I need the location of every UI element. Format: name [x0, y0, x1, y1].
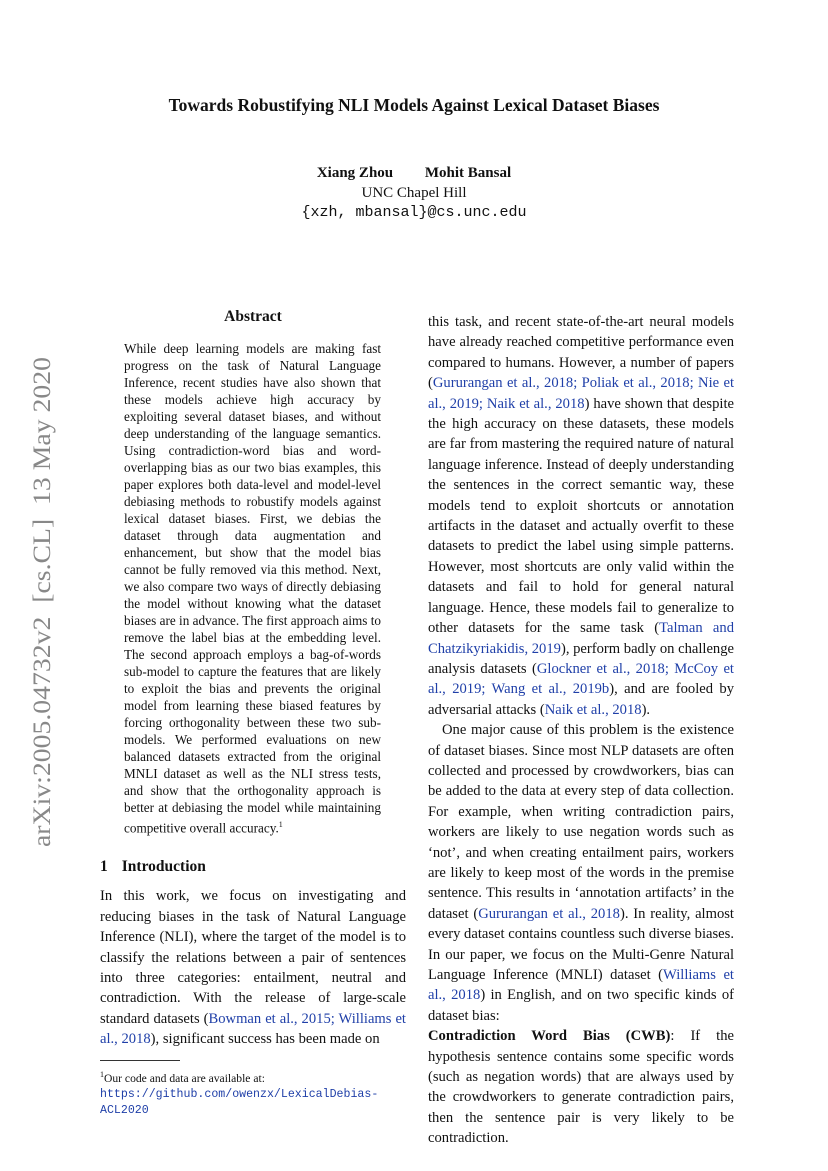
code-url-link[interactable]: https://github.com/owenzx/LexicalDebias-ACL2020: [100, 1087, 379, 1117]
footnote: [100, 1067, 406, 1118]
section-title: Introduction: [121, 858, 206, 876]
bias-term: Contradiction Word Bias (CWB): [428, 1028, 671, 1045]
abstract-heading: Abstract: [224, 308, 282, 325]
paragraph-text: ) in English, and on two specific kinds of dataset bias:: [428, 987, 734, 1024]
footnote-marker: 1: [278, 820, 283, 829]
arxiv-watermark: [22, 355, 62, 850]
intro-paragraph: [100, 886, 406, 1049]
footnote-number: 1: [100, 1069, 104, 1079]
paragraph-text: ).: [641, 701, 651, 718]
citation-link[interactable]: Williams et al., 2018: [428, 967, 734, 1004]
author-names: [0, 163, 828, 183]
arxiv-identifier: arXiv:2005.04732v2 [cs.CL] 13 May 2020: [29, 405, 56, 847]
paragraph-text: ), and are fooled by adversarial attacks (: [428, 681, 734, 718]
paragraph-text: ), perform badly on challenge analysis datasets (: [428, 640, 734, 677]
body-paragraph: [428, 1026, 734, 1148]
author-block: [0, 163, 828, 223]
body-paragraph: [428, 312, 734, 720]
right-column: [428, 312, 734, 1149]
citation-link[interactable]: Gururangan et al., 2018: [478, 905, 620, 922]
paragraph-text: : If the hypothesis sentence contains some specific words (such as negation words) that are always used by the crowdworkers to generate contradiction pairs, then the sentence pair is very likely to be contradiction.: [428, 1028, 735, 1147]
paragraph-text: this task, and recent state-of-the-art neural models have already reached competitive performance even compared to humans. However, a number of papers (: [428, 314, 734, 392]
footnote-rule: [100, 1060, 180, 1061]
paper-title: Towards Robustifying NLI Models Against Lexical Dataset Biases: [168, 95, 660, 115]
paragraph-text: In this work, we focus on investigating and reducing biases in the task of Natural Language Inference (NLI), where the target of the model is to classify the relations between a pair of sentences into three categories: entailment, neutral and contradiction. With the release of large-scale standard datasets (: [100, 888, 406, 1027]
paragraph-text: ). In reality, almost every dataset contains countless such diverse biases. In our paper, we focus on the Multi-Genre Natural Language Inference (MNLI) dataset (: [428, 905, 734, 983]
footnote-text: Our code and data are available at:: [104, 1071, 265, 1085]
paragraph-text: One major cause of this problem is the existence of dataset biases. Since most NLP datasets are often collected and processed by crowdworkers, bias can be added to the data at every step of data collection. For example, when writing contradiction pairs, workers are likely to use negation words such as ‘not’, and when creating entailment pairs, workers are likely to keep most of the words in the premise sentence. This results in ‘annotation artifacts’ in the dataset (: [428, 722, 734, 922]
citation-link[interactable]: Gururangan et al., 2018; Poliak et al., 2018; Nie et al., 2019; Naik et al., 2018: [428, 375, 734, 412]
paragraph-text: ) have shown that despite the high accuracy on these datasets, these models are far from mastering the required nature of natural language inference. Instead of deeply understanding the sentences in the correct semantic way, these models tend to exploit shortcuts or annotation artifacts in the dataset and actually overfit to these datasets to predict the label using simple patterns. However, most shortcuts are only valid within the datasets and fail to hold for general natural language. Hence, these models fail to generalize to other datasets for the same task (: [428, 395, 734, 637]
citation-link[interactable]: Glockner et al., 2018; McCoy et al., 2019; Wang et al., 2019b: [428, 660, 734, 698]
citation-link[interactable]: Naik et al., 2018: [544, 701, 642, 718]
abstract-text: While deep learning models are making fast progress on the task of Natural Language Inference, recent studies have also shown that these models achieve high accuracy by exploiting several dataset biases, and without deep understanding of the language semantics. Using contradiction-word bias and word-overlapping bias as our two bias examples, this paper explores both data-level and model-level debiasing methods to robustify models against lexical dataset biases. First, we debias the dataset through data augmentation and enhancement, but show that the model bias cannot be fully removed via this method. Next, we also compare two ways of directly debiasing the model without knowing what the dataset biases are in advance. The first approach aims to remove the label bias at the embedding level. The second approach employs a bag-of-words sub-model to capture the features that are likely to exploit the bias and prevents the original model from learning these biased features by forcing orthogonality between these two sub-models. We performed evaluations on new balanced datasets extracted from the original MNLI dataset as well as the NLI stress tests, and show that the orthogonality approach is better at debiasing the model while maintaining competitive overall accuracy.: [124, 341, 381, 836]
affiliation: UNC Chapel Hill: [361, 185, 467, 201]
citation-link[interactable]: Bowman et al., 2015; Williams et al., 2018: [100, 1010, 406, 1048]
section-heading: [100, 858, 406, 876]
author-name: Xiang Zhou: [316, 165, 394, 181]
section-number: 1: [100, 858, 108, 876]
author-email: {xzh, mbansal}@cs.unc.edu: [301, 204, 527, 221]
paragraph-text: ), significant success has been made on: [150, 1031, 380, 1048]
body-paragraph: [428, 720, 734, 1026]
author-name: Mohit Bansal: [424, 165, 512, 181]
abstract-body: [124, 340, 381, 836]
citation-link[interactable]: Talman and Chatzikyriakidis, 2019: [428, 620, 734, 657]
left-column: [100, 308, 406, 1118]
